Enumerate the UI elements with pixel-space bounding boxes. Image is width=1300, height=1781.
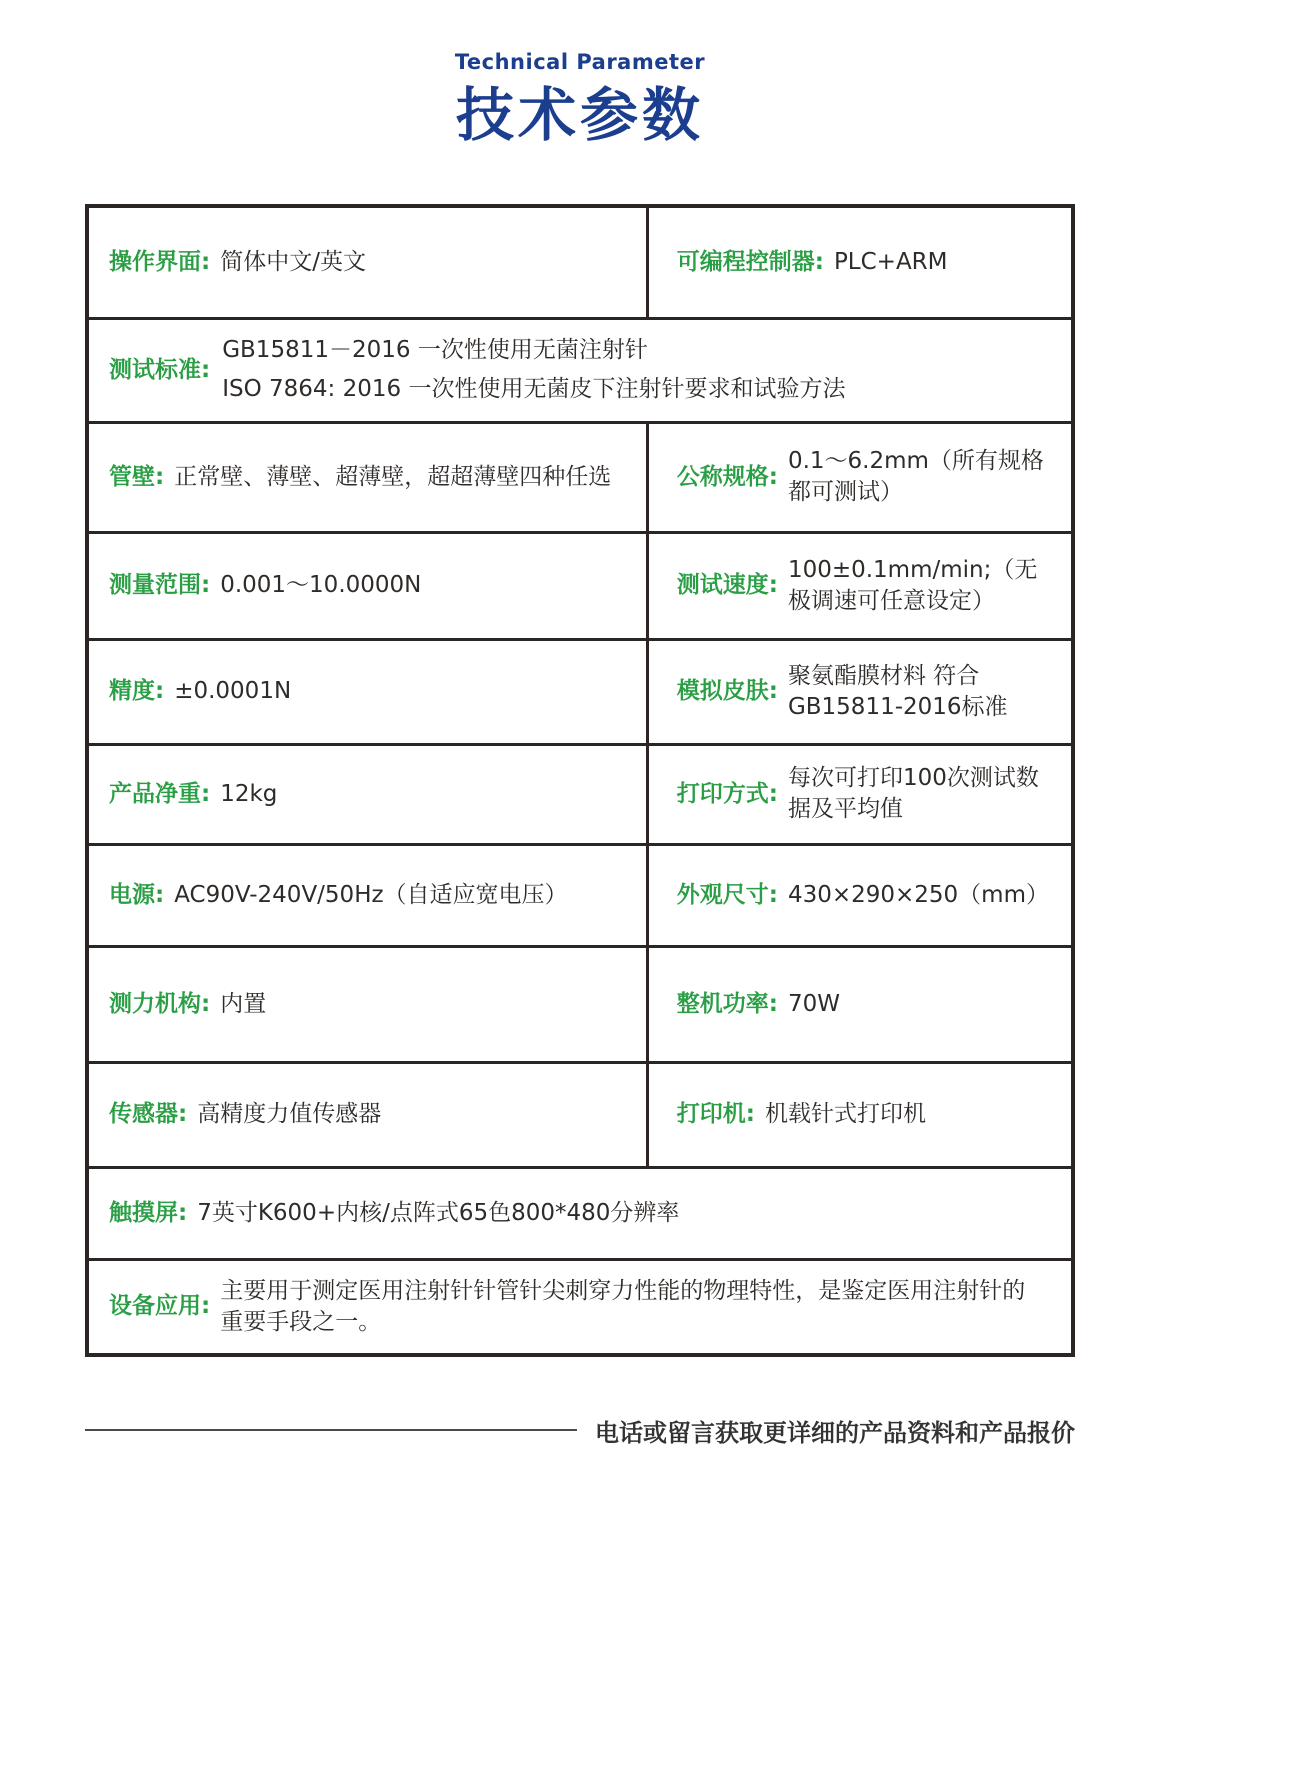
param-cell-test-speed [649,534,1071,638]
param-cell-tube-wall [89,424,649,531]
table-row-ui-language [89,208,1071,317]
param-cell-printer [649,1064,1071,1166]
param-cell-print-mode [649,746,1071,843]
param-value: 内置 [220,990,267,1017]
param-cell-total-power [649,948,1071,1061]
param-cell-touchscreen [89,1169,1071,1258]
table-row-measure-range [89,531,1071,638]
param-value: 主要用于测定医用注射针针管针尖刺穿力性能的物理特性，是鉴定医用注射针的重要手段之一。 [220,1277,1026,1335]
header-subtitle-en: Technical Parameter [454,50,706,74]
param-value: 12kg [220,780,278,807]
param-label: 测量范围: [109,572,211,599]
param-label: 电源: [109,881,165,908]
page-title: 技术参数 [455,81,704,149]
param-label: 打印机: [676,1101,755,1128]
param-value: 0.001～10.0000N [220,572,422,599]
param-label: 模拟皮肤: [676,678,778,705]
param-cell-dimensions [649,846,1071,945]
standard-line-gb: GB15811－2016 一次性使用无菌注射针 [222,336,648,363]
param-cell-test-standards [89,320,1071,421]
param-label: 精度: [109,678,165,705]
footer-divider-line [85,1429,577,1431]
table-row-sensor [89,1061,1071,1166]
standard-line-iso: ISO 7864: 2016 一次性使用无菌皮下注射针要求和试验方法 [222,376,846,403]
param-value: ±0.0001N [174,678,292,705]
param-label: 测试速度: [676,572,778,599]
page-header [85,0,1075,148]
param-label: 打印方式: [676,780,778,807]
param-cell-precision [89,641,649,743]
param-value: 简体中文/英文 [220,248,366,275]
table-row-touchscreen [89,1166,1071,1258]
param-value: 0.1～6.2mm（所有规格都可测试） [787,448,1044,506]
param-label: 公称规格: [676,463,778,490]
param-value: 430×290×250（mm） [787,881,1049,908]
param-cell-force-mechanism [89,948,649,1061]
param-label: 设备应用: [109,1293,211,1320]
table-row-application [89,1258,1071,1353]
param-cell-controller [649,208,1071,317]
param-cell-measure-range [89,534,649,638]
table-row-tube-wall [89,421,1071,531]
page-content [85,0,1075,1357]
param-cell-application [89,1261,1071,1353]
param-value: 每次可打印100次测试数据及平均值 [787,765,1039,823]
param-value: 高精度力值传感器 [197,1101,382,1128]
param-value: PLC+ARM [833,248,948,275]
param-cell-nominal-spec [649,424,1071,531]
param-label: 触摸屏: [109,1199,188,1226]
param-value-lines [222,331,845,410]
param-label: 测试标准: [109,356,211,383]
param-label: 操作界面: [109,248,211,275]
param-cell-simulated-skin [649,641,1071,743]
param-cell-net-weight [89,746,649,843]
param-value: AC90V-240V/50Hz（自适应宽电压） [174,881,568,908]
table-row-power-supply [89,843,1071,945]
table-row-force-mechanism [89,945,1071,1061]
param-cell-operation-interface [89,208,649,317]
param-cell-power-supply [89,846,649,945]
param-label: 外观尺寸: [676,881,778,908]
param-value: 70W [787,990,840,1017]
technical-parameter-table [85,204,1075,1357]
footer-contact-text: 电话或留言获取更详细的产品资料和产品报价 [595,1418,1075,1447]
table-row-precision [89,638,1071,743]
param-value: 7英寸K600+内核/点阵式65色800*480分辨率 [197,1199,680,1226]
param-label: 管壁: [109,463,165,490]
param-value: 正常壁、薄壁、超薄壁，超超薄壁四种任选 [174,463,612,490]
table-row-net-weight [89,743,1071,843]
param-label: 测力机构: [109,990,211,1017]
param-label: 产品净重: [109,780,211,807]
param-value: 机载针式打印机 [764,1101,926,1128]
param-label: 传感器: [109,1101,188,1128]
table-row-test-standards [89,317,1071,421]
param-label: 可编程控制器: [676,248,824,275]
param-value: 100±0.1mm/min;（无极调速可任意设定） [787,556,1038,614]
contact-footer [85,1413,1075,1448]
param-value: 聚氨酯膜材料 符合GB15811-2016标准 [787,662,1008,720]
param-label: 整机功率: [676,990,778,1017]
param-cell-sensor [89,1064,649,1166]
